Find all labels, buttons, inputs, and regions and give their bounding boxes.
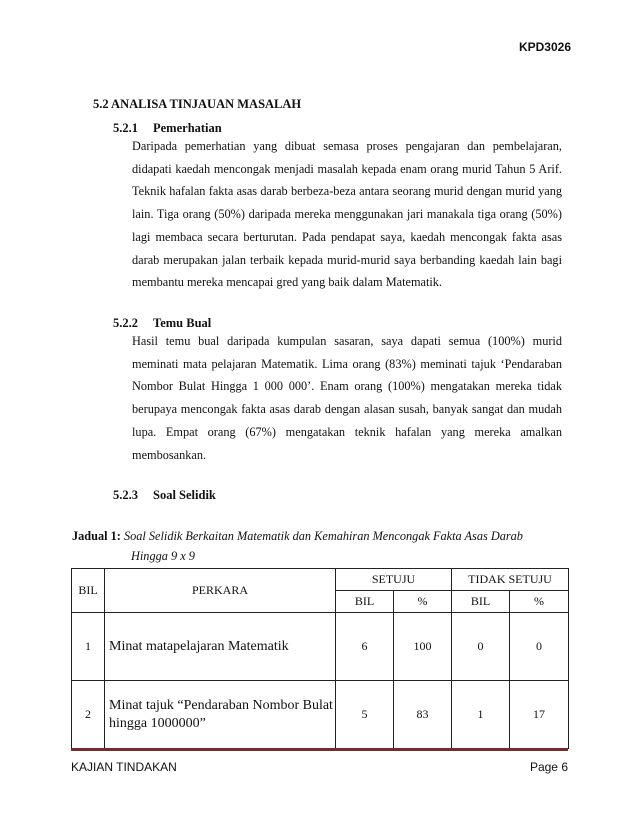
table-row	[72, 613, 569, 681]
cell-tidak-bil: 1	[452, 681, 510, 749]
header-setuju: SETUJU	[336, 569, 452, 591]
footer-rule	[71, 748, 568, 751]
cell-tidak-bil: 0	[452, 613, 510, 681]
subsection-heading-temu-bual	[113, 316, 211, 331]
subheader-tidak-bil: BIL	[452, 591, 510, 613]
cell-setuju-bil: 6	[336, 613, 394, 681]
cell-setuju-bil: 5	[336, 681, 394, 749]
section-title: 5.2 ANALISA TINJAUAN MASALAH	[93, 97, 302, 111]
table-caption-continuation: Hingga 9 x 9	[131, 549, 195, 563]
subsection-number: 5.2.1	[113, 121, 138, 135]
cell-setuju-pct: 83	[394, 681, 452, 749]
subheader-setuju-bil: BIL	[336, 591, 394, 613]
subsection-number: 5.2.3	[113, 488, 138, 502]
survey-table	[71, 568, 569, 749]
subheader-tidak-pct: %	[510, 591, 569, 613]
header-code: KPD3026	[518, 40, 571, 54]
caption-text: Soal Selidik Berkaitan Matematik dan Kemahiran Mencongak Fakta Asas Darab	[123, 529, 523, 543]
header-perkara: PERKARA	[105, 569, 336, 613]
cell-bil: 2	[72, 681, 105, 749]
table-row	[72, 681, 569, 749]
subsection-title: Pemerhatian	[153, 121, 222, 135]
subsection-title: Temu Bual	[153, 316, 212, 330]
paragraph-temu-bual: Hasil temu bual daripada kumpulan sasaran, saya dapati semua (100%) murid meminati mata pelajaran Matematik. Lima orang (83%) meminati tajuk ‘Pendaraban Nombor Bulat Hingga 1 000 000’. Enam orang (100%) mengatakan mereka tidak berupaya mencongak fakta asas darab dengan alasan susah, banyak sangat dan mudah lupa. Empat orang (67%) mengatakan teknik hafalan yang mereka amalkan membosankan.	[132, 334, 562, 462]
cell-perkara: Minat matapelajaran Matematik	[105, 613, 336, 681]
footer-title: KAJIAN TINDAKAN	[71, 760, 177, 774]
caption-label: Jadual 1:	[72, 529, 121, 543]
cell-tidak-pct: 0	[510, 613, 569, 681]
page-number: Page 6	[529, 760, 568, 774]
table-caption	[72, 529, 523, 544]
subsection-number: 5.2.2	[113, 316, 138, 330]
header-bil: BIL	[72, 569, 105, 613]
cell-bil: 1	[72, 613, 105, 681]
subsection-title: Soal Selidik	[153, 488, 216, 502]
paragraph-pemerhatian: Daripada pemerhatian yang dibuat semasa proses pengajaran dan pembelajaran, didapati kaedah mencongak menjadi masalah kepada enam orang murid Tahun 5 Arif. Teknik hafalan fakta asas darab berbeza-beza antara seorang murid dengan murid yang lain. Tiga orang (50%) daripada mereka menggunakan jari manakala tiga orang (50%) lagi membaca secara berturutan. Pada pendapat saya, kaedah mencongak fakta asas darab merupakan jalan terbaik kepada murid-murid saya berbanding kaedah lain bagi membantu mereka mencapai gred yang baik dalam Matematik.	[132, 139, 562, 290]
cell-tidak-pct: 17	[510, 681, 569, 749]
subsection-heading-soal-selidik	[113, 488, 216, 503]
subheader-setuju-pct: %	[394, 591, 452, 613]
cell-setuju-pct: 100	[394, 613, 452, 681]
table-header-row	[72, 569, 569, 591]
subsection-heading-pemerhatian	[113, 121, 222, 136]
header-tidak-setuju: TIDAK SETUJU	[452, 569, 569, 591]
cell-perkara: Minat tajuk “Pendaraban Nombor Bulat hingga 1000000”	[105, 681, 336, 749]
